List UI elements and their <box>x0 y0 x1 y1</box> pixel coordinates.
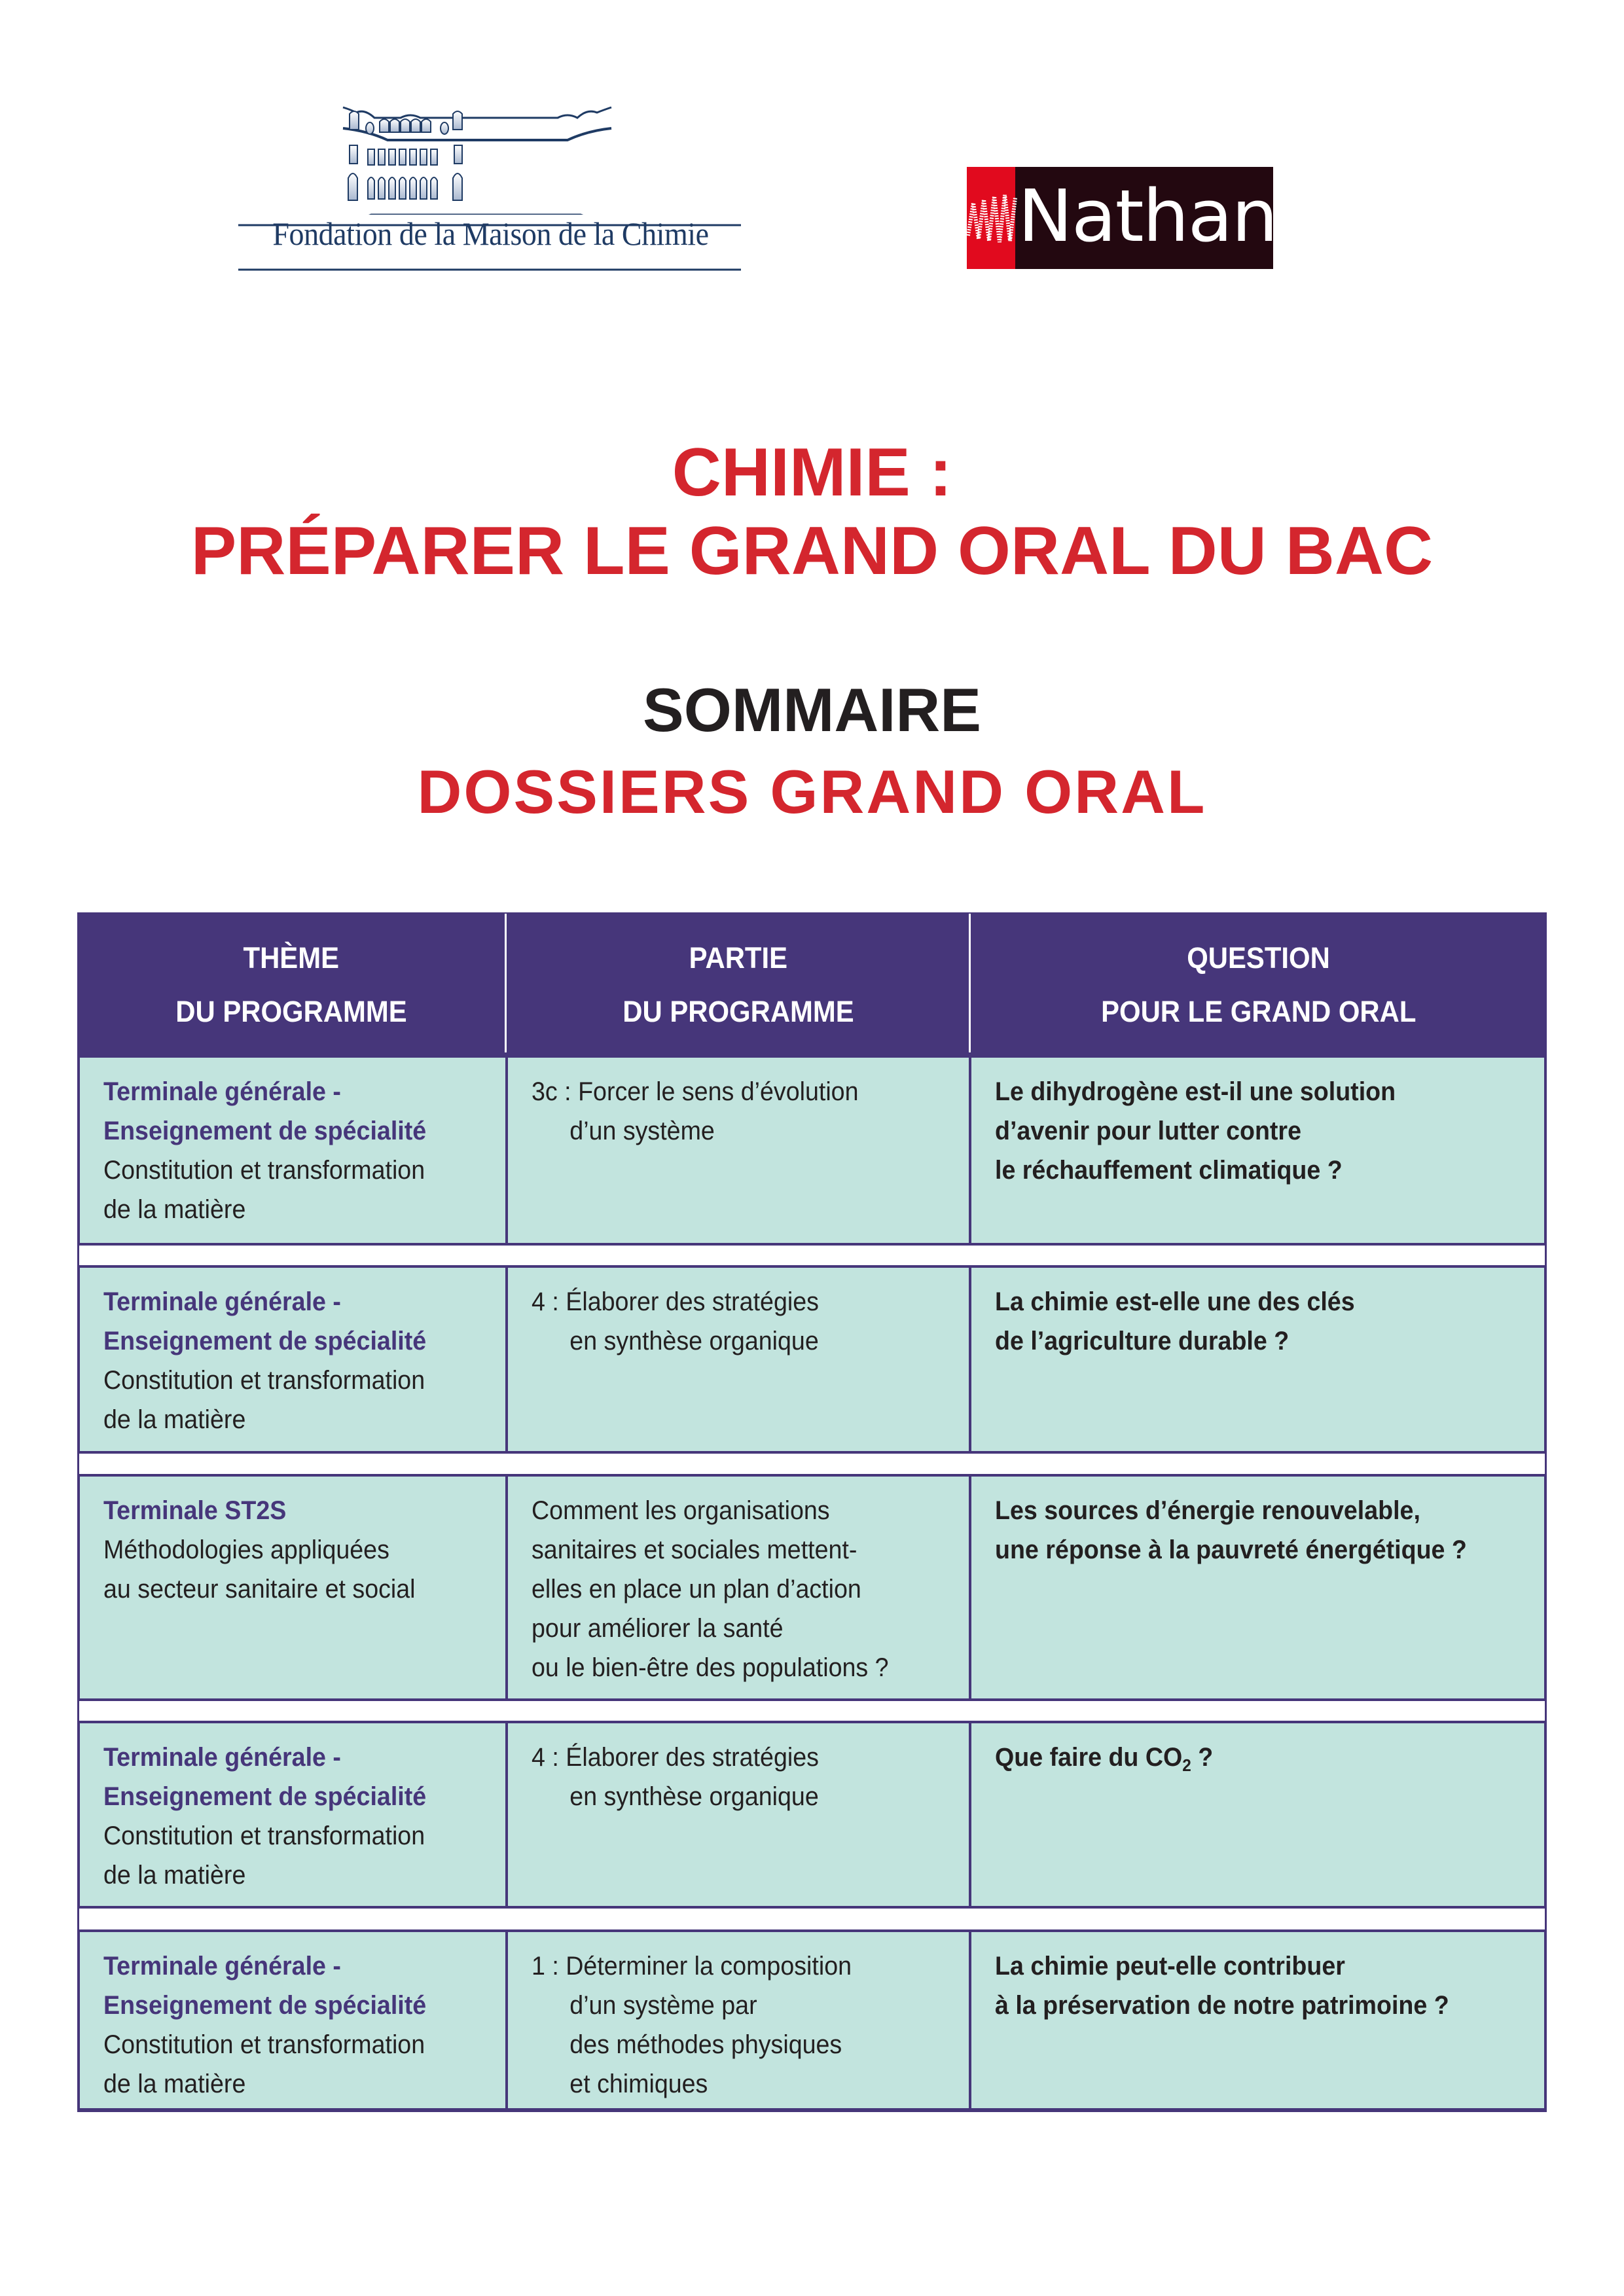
dossiers-table <box>77 912 1547 2112</box>
row-spacer <box>77 1701 1547 1722</box>
column-divider <box>505 1932 508 2108</box>
question-cell: La chimie peut-elle contribuer à la préservation de notre patrimoine ? <box>995 1952 1449 2020</box>
table-row <box>77 1721 1547 1909</box>
column-divider <box>969 1723 971 1906</box>
theme-cell: Terminale générale - Enseignement de spécialité Constitution et transformation de la matière <box>103 1077 427 1224</box>
column-divider <box>969 1477 971 1698</box>
partie-cell: 3c : Forcer le sens d’évolution d’un système <box>532 1077 859 1145</box>
row-spacer <box>77 1454 1547 1475</box>
column-divider <box>505 1477 508 1698</box>
question-cell: Le dihydrogène est-il une solution d’avenir pour lutter contre le réchauffement climatique ? <box>995 1077 1396 1185</box>
table-row <box>77 1929 1547 2112</box>
row-spacer <box>77 1246 1547 1266</box>
table-header <box>77 912 1547 1058</box>
nathan-logo <box>967 167 1277 269</box>
column-divider <box>969 1058 971 1243</box>
sound-wave-icon <box>967 190 1019 249</box>
table-row <box>77 1265 1547 1454</box>
theme-cell: Terminale générale - Enseignement de spécialité Constitution et transformation de la matière <box>103 1743 427 1890</box>
column-divider <box>969 1932 971 2108</box>
row-spacer <box>77 1909 1547 1931</box>
nathan-wordmark: Nathan <box>1018 174 1277 258</box>
theme-cell: Terminale ST2S Méthodologies appliquées au secteur sanitaire et social <box>103 1496 416 1604</box>
partie-cell: 1 : Déterminer la composition d’un système par des méthodes physiques et chimiques <box>532 1952 852 2098</box>
main-title-line-2: PRÉPARER LE GRAND ORAL DU BAC <box>190 513 1434 589</box>
header-partie: PARTIE DU PROGRAMME <box>622 941 854 1028</box>
column-divider <box>505 1723 508 1906</box>
question-cell: Que faire du $CO_2$ ? <box>995 1743 1214 1775</box>
dossiers-heading: DOSSIERS GRAND ORAL <box>417 757 1207 826</box>
partie-cell: 4 : Élaborer des stratégies en synthèse organique <box>532 1287 819 1355</box>
fondation-name: Fondation de la Maison de la Chimie <box>272 215 709 252</box>
fondation-maison-chimie-logo <box>230 103 751 274</box>
table-row <box>77 1058 1547 1246</box>
question-cell: La chimie est-elle une des clés de l’agriculture durable ? <box>995 1287 1355 1355</box>
table-row <box>77 1474 1547 1701</box>
partie-cell: Comment les organisations sanitaires et sociales mettent- elles en place un plan d’action pour améliorer la santé ou le bien-être des populations ? <box>532 1496 889 1682</box>
theme-cell: Terminale générale - Enseignement de spécialité Constitution et transformation de la matière <box>103 1952 427 2098</box>
theme-cell: Terminale générale - Enseignement de spécialité Constitution et transformation de la matière <box>103 1287 427 1434</box>
main-title-line-1: CHIMIE : <box>672 435 952 511</box>
partie-cell: 4 : Élaborer des stratégies en synthèse organique <box>532 1743 819 1811</box>
column-divider <box>505 1058 508 1243</box>
header-theme: THÈME DU PROGRAMME <box>175 941 407 1028</box>
sommaire-heading: SOMMAIRE <box>643 675 981 744</box>
question-cell: Les sources d’énergie renouvelable, une réponse à la pauvreté énergétique ? <box>995 1496 1467 1564</box>
column-divider <box>505 1268 508 1451</box>
column-divider <box>969 1268 971 1451</box>
header-question: QUESTION POUR LE GRAND ORAL <box>1101 941 1416 1028</box>
